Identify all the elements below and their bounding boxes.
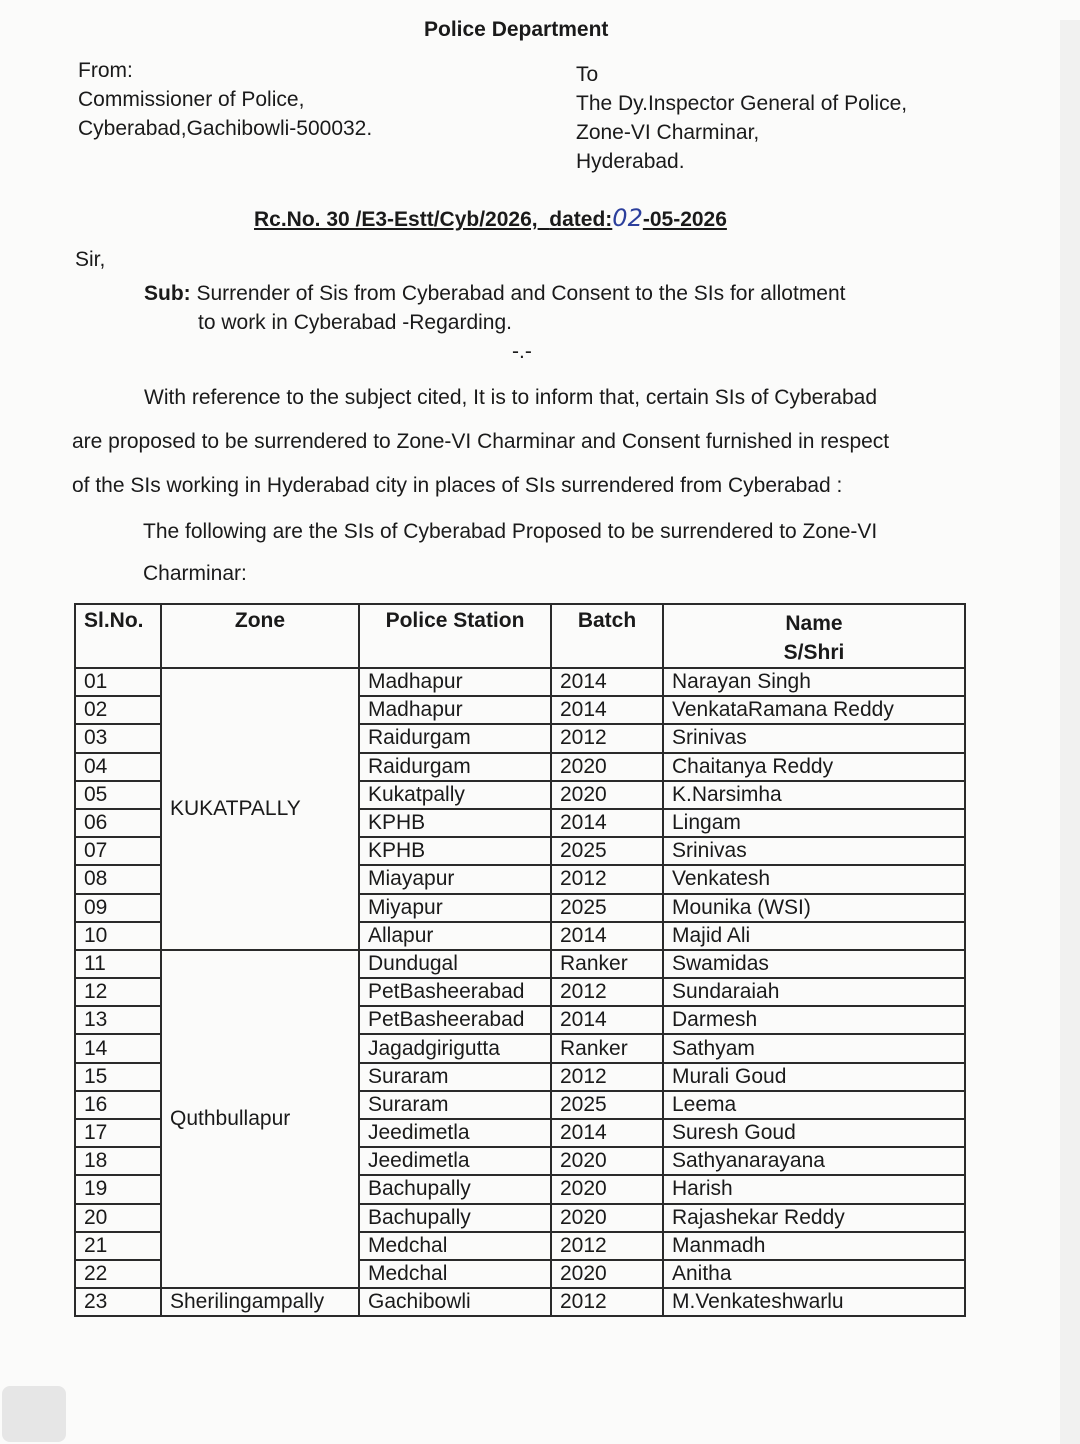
from-label: From: (78, 59, 133, 82)
cell-police-station: Bachupally (359, 1204, 551, 1232)
from-line-1: Commissioner of Police, (78, 88, 305, 111)
cell-slno: 23 (75, 1288, 161, 1316)
reference-number (254, 204, 727, 232)
cell-batch: 2014 (551, 668, 663, 696)
cell-name: Venkatesh (663, 865, 965, 893)
cell-police-station: Dundugal (359, 950, 551, 978)
cell-batch: 2020 (551, 1260, 663, 1288)
floating-corner-button[interactable] (2, 1386, 66, 1442)
cell-police-station: PetBasheerabad (359, 1006, 551, 1034)
cell-name: Darmesh (663, 1006, 965, 1034)
subject-line-1 (144, 282, 846, 306)
header-zone: Zone (161, 604, 359, 668)
cell-name: Suresh Goud (663, 1119, 965, 1147)
cell-slno: 03 (75, 724, 161, 752)
cell-slno: 08 (75, 865, 161, 893)
body-line-1: With reference to the subject cited, It is to inform that, certain SIs of Cyberabad (144, 386, 878, 409)
cell-police-station: Miayapur (359, 865, 551, 893)
cell-zone: Sherilingampally (161, 1288, 359, 1316)
cell-zone: KUKATPALLY (161, 668, 359, 950)
cell-name: Narayan Singh (663, 668, 965, 696)
cell-name: K.Narsimha (663, 781, 965, 809)
cell-police-station: Suraram (359, 1091, 551, 1119)
cell-police-station: KPHB (359, 809, 551, 837)
cell-police-station: Jeedimetla (359, 1147, 551, 1175)
cell-name: Lingam (663, 809, 965, 837)
cell-name: Harish (663, 1175, 965, 1203)
si-surrender-table (74, 603, 966, 1317)
cell-police-station: PetBasheerabad (359, 978, 551, 1006)
cell-slno: 19 (75, 1175, 161, 1203)
body-line-4: The following are the SIs of Cyberabad Proposed to be surrendered to Zone-VI (143, 520, 878, 543)
header-name (663, 604, 965, 668)
cell-name: Leema (663, 1091, 965, 1119)
cell-slno: 16 (75, 1091, 161, 1119)
to-line-2: Zone-VI Charminar, (576, 121, 760, 144)
cell-batch: 2025 (551, 894, 663, 922)
cell-police-station: Jagadgirigutta (359, 1034, 551, 1062)
cell-police-station: Jeedimetla (359, 1119, 551, 1147)
cell-batch: 2012 (551, 865, 663, 893)
cell-batch: 2014 (551, 1119, 663, 1147)
cell-batch: 2014 (551, 922, 663, 950)
cell-slno: 11 (75, 950, 161, 978)
cell-slno: 13 (75, 1006, 161, 1034)
cell-batch: Ranker (551, 950, 663, 978)
body-line-2: are proposed to be surrendered to Zone-VI Charminar and Consent furnished in respect (72, 430, 890, 453)
cell-slno: 12 (75, 978, 161, 1006)
header-police-station: Police Station (359, 604, 551, 668)
dated-rest: -05-2026 (642, 208, 727, 231)
cell-slno: 10 (75, 922, 161, 950)
cell-name: Manmadh (663, 1232, 965, 1260)
cell-police-station: Gachibowli (359, 1288, 551, 1316)
cell-name: Srinivas (663, 724, 965, 752)
department-heading: Police Department (424, 18, 609, 41)
cell-slno: 01 (75, 668, 161, 696)
cell-slno: 21 (75, 1232, 161, 1260)
cell-police-station: KPHB (359, 837, 551, 865)
subject-text-1: Surrender of Sis from Cyberabad and Consent to the SIs for allotment (196, 282, 846, 305)
separator: -.- (512, 340, 532, 363)
header-batch: Batch (551, 604, 663, 668)
page-edge (1060, 20, 1080, 1444)
cell-name: Rajashekar Reddy (663, 1204, 965, 1232)
cell-name: M.Venkateshwarlu (663, 1288, 965, 1316)
cell-name: Murali Goud (663, 1063, 965, 1091)
cell-name: Sundaraiah (663, 978, 965, 1006)
header-slno: Sl.No. (75, 604, 161, 668)
cell-slno: 20 (75, 1204, 161, 1232)
cell-police-station: Miyapur (359, 894, 551, 922)
table-row (75, 1288, 965, 1316)
cell-name: Swamidas (663, 950, 965, 978)
cell-name: Chaitanya Reddy (663, 753, 965, 781)
cell-batch: 2012 (551, 1063, 663, 1091)
cell-batch: 2012 (551, 1232, 663, 1260)
salutation: Sir, (75, 248, 106, 271)
cell-name: Mounika (WSI) (663, 894, 965, 922)
cell-batch: 2020 (551, 781, 663, 809)
cell-slno: 18 (75, 1147, 161, 1175)
cell-batch: 2020 (551, 753, 663, 781)
to-line-3: Hyderabad. (576, 150, 685, 173)
cell-slno: 07 (75, 837, 161, 865)
cell-police-station: Raidurgam (359, 724, 551, 752)
table-header-row (75, 604, 965, 668)
cell-zone: Quthbullapur (161, 950, 359, 1288)
cell-police-station: Madhapur (359, 668, 551, 696)
from-line-2: Cyberabad,Gachibowli-500032. (78, 117, 373, 140)
cell-police-station: Medchal (359, 1232, 551, 1260)
cell-name: Srinivas (663, 837, 965, 865)
cell-batch: 2025 (551, 837, 663, 865)
cell-police-station: Allapur (359, 922, 551, 950)
table-row (75, 950, 965, 978)
body-line-3: of the SIs working in Hyderabad city in places of SIs surrendered from Cyberabad : (72, 474, 843, 497)
cell-batch: 2025 (551, 1091, 663, 1119)
cell-police-station: Bachupally (359, 1175, 551, 1203)
cell-batch: 2014 (551, 809, 663, 837)
cell-slno: 22 (75, 1260, 161, 1288)
cell-name: VenkataRamana Reddy (663, 696, 965, 724)
header-name-line-2: S/Shri (783, 641, 845, 664)
cell-slno: 05 (75, 781, 161, 809)
handwritten-day: 02 (612, 204, 643, 232)
subject-label: Sub: (144, 282, 191, 305)
cell-batch: 2014 (551, 1006, 663, 1034)
cell-batch: Ranker (551, 1034, 663, 1062)
cell-name: Sathyam (663, 1034, 965, 1062)
cell-police-station: Kukatpally (359, 781, 551, 809)
rc-number: Rc.No. 30 /E3-Estt/Cyb/2026, (254, 208, 538, 231)
cell-batch: 2020 (551, 1204, 663, 1232)
to-address (576, 60, 907, 176)
cell-batch: 2012 (551, 724, 663, 752)
cell-slno: 15 (75, 1063, 161, 1091)
from-address (78, 56, 372, 143)
dated-label: dated: (549, 208, 613, 231)
subject-line-2: to work in Cyberabad -Regarding. (198, 311, 512, 334)
header-name-line-1: Name (785, 612, 843, 635)
cell-police-station: Medchal (359, 1260, 551, 1288)
cell-batch: 2014 (551, 696, 663, 724)
cell-batch: 2012 (551, 978, 663, 1006)
cell-slno: 02 (75, 696, 161, 724)
cell-slno: 09 (75, 894, 161, 922)
cell-police-station: Raidurgam (359, 753, 551, 781)
cell-name: Sathyanarayana (663, 1147, 965, 1175)
cell-name: Majid Ali (663, 922, 965, 950)
cell-police-station: Madhapur (359, 696, 551, 724)
body-line-5: Charminar: (143, 562, 247, 585)
cell-batch: 2012 (551, 1288, 663, 1316)
cell-slno: 04 (75, 753, 161, 781)
cell-batch: 2020 (551, 1147, 663, 1175)
to-label: To (576, 63, 599, 86)
cell-batch: 2020 (551, 1175, 663, 1203)
cell-slno: 06 (75, 809, 161, 837)
cell-police-station: Suraram (359, 1063, 551, 1091)
cell-slno: 14 (75, 1034, 161, 1062)
cell-name: Anitha (663, 1260, 965, 1288)
to-line-1: The Dy.Inspector General of Police, (576, 92, 908, 115)
table-row (75, 668, 965, 696)
cell-slno: 17 (75, 1119, 161, 1147)
